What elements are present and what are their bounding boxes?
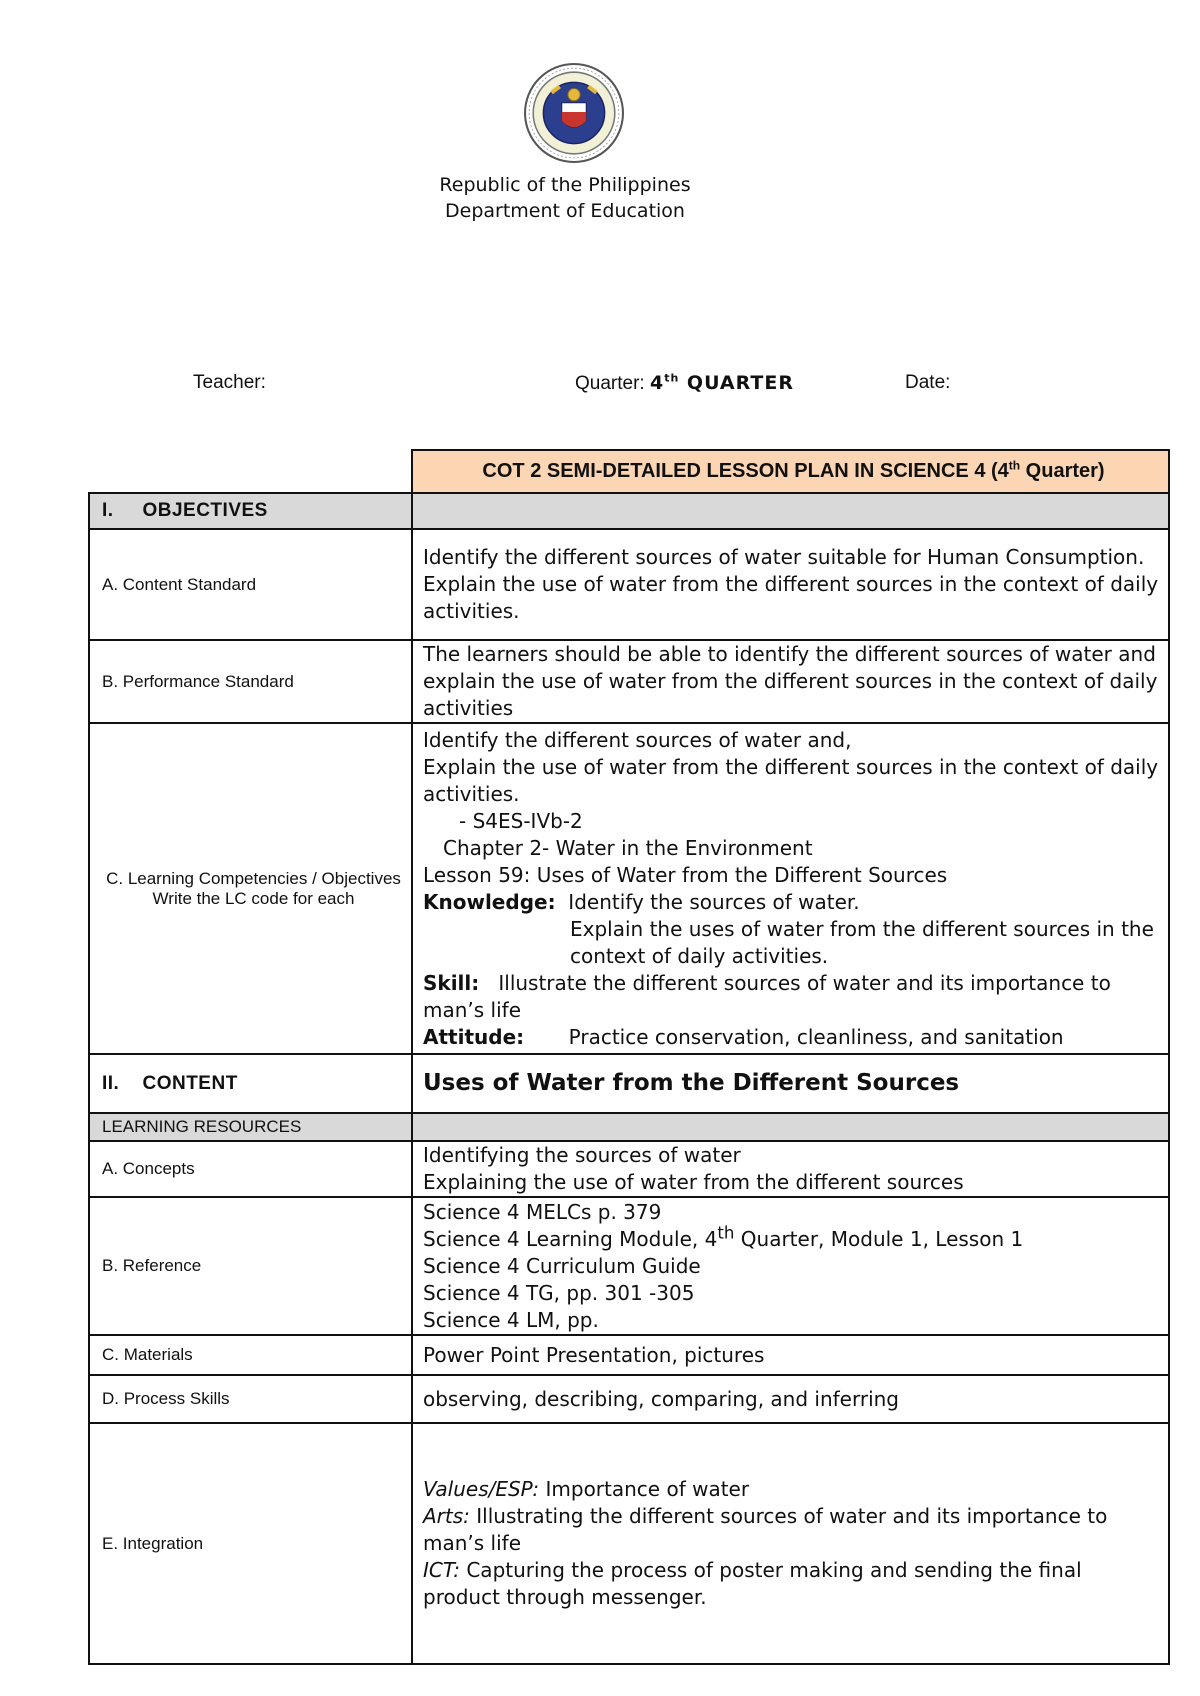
- performance-standard-value: The learners should be able to identify the different sources of water and explain the use of water from the different sources in the context of daily activities: [412, 640, 1169, 723]
- reference-label: B. Reference: [89, 1197, 412, 1335]
- objectives-row: [89, 493, 1169, 529]
- title-row: [89, 450, 1169, 493]
- lesson-plan-title: COT 2 SEMI-DETAILED LESSON PLAN IN SCIENCE 4 (4th Quarter): [412, 450, 1169, 493]
- content-heading: II. CONTENT: [89, 1054, 412, 1113]
- materials-label: C. Materials: [89, 1335, 412, 1375]
- content-row: [89, 1054, 1169, 1113]
- competencies-label: C. Learning Competencies / Objectives Write the LC code for each: [89, 723, 412, 1054]
- concepts-label: A. Concepts: [89, 1141, 412, 1197]
- content-standard-value: Identify the different sources of water suitable for Human Consumption. Explain the use of water from the different sources in the context of daily activities.: [412, 529, 1169, 640]
- teacher-label: Teacher:: [193, 372, 266, 393]
- learning-resources-row: [89, 1113, 1169, 1141]
- date-label: Date:: [905, 372, 951, 393]
- integration-value: Values/ESP: Importance of water Arts: Illustrating the different sources of water and its importance to man’s life ICT: Capturing the process of poster making and sending the final product through messenger.: [412, 1423, 1169, 1664]
- learning-resources-heading: LEARNING RESOURCES: [89, 1113, 412, 1141]
- title-blank-cell: [89, 450, 412, 493]
- department-line: Department of Education: [445, 200, 685, 222]
- materials-row: [89, 1335, 1169, 1375]
- content-value: Uses of Water from the Different Sources: [412, 1054, 1169, 1113]
- lc-code: - S4ES-IVb-2: [459, 808, 583, 833]
- objectives-heading: I. OBJECTIVES: [89, 493, 412, 529]
- learning-resources-blank-cell: [412, 1113, 1169, 1141]
- lesson-plan-table: [88, 449, 1170, 1665]
- performance-standard-label: B. Performance Standard: [89, 640, 412, 723]
- materials-value: Power Point Presentation, pictures: [412, 1335, 1169, 1375]
- quarter-label: Quarter:: [575, 373, 645, 394]
- agency-header: [300, 172, 830, 224]
- performance-standard-row: [89, 640, 1169, 723]
- process-skills-row: [89, 1375, 1169, 1423]
- competencies-row: [89, 723, 1169, 1054]
- reference-value: Science 4 MELCs p. 379 Science 4 Learning Module, 4th Quarter, Module 1, Lesson 1 Science 4 Curriculum Guide Science 4 TG, pp. 301 -305 Science 4 LM, pp.: [412, 1197, 1169, 1335]
- competencies-value: Identify the different sources of water and, Explain the use of water from the different sources in the context of daily activities. - S4ES-IVb-2 Chapter 2- Water in the Environment Lesson 59: Uses of Water from the Different Sources Knowledge: Identify the sources of water. Explain the uses of water from the different sources in the context of daily activities. Skill: Illustrate the different sources of water and its importance to man’s life Attitude: Practice conservation, cleanliness, and sanitation: [412, 723, 1169, 1054]
- content-standard-row: [89, 529, 1169, 640]
- quarter-field: [575, 372, 794, 395]
- integration-label: E. Integration: [89, 1423, 412, 1664]
- republic-line: Republic of the Philippines: [439, 174, 691, 196]
- integration-row: [89, 1423, 1169, 1664]
- quarter-value: 4th QUARTER: [649, 371, 794, 394]
- content-standard-label: A. Content Standard: [89, 529, 412, 640]
- process-skills-value: observing, describing, comparing, and inferring: [412, 1375, 1169, 1423]
- objectives-blank-cell: [412, 493, 1169, 529]
- concepts-row: [89, 1141, 1169, 1197]
- deped-seal-icon: [523, 62, 625, 164]
- process-skills-label: D. Process Skills: [89, 1375, 412, 1423]
- concepts-value: Identifying the sources of water Explaining the use of water from the different sources: [412, 1141, 1169, 1197]
- reference-row: [89, 1197, 1169, 1335]
